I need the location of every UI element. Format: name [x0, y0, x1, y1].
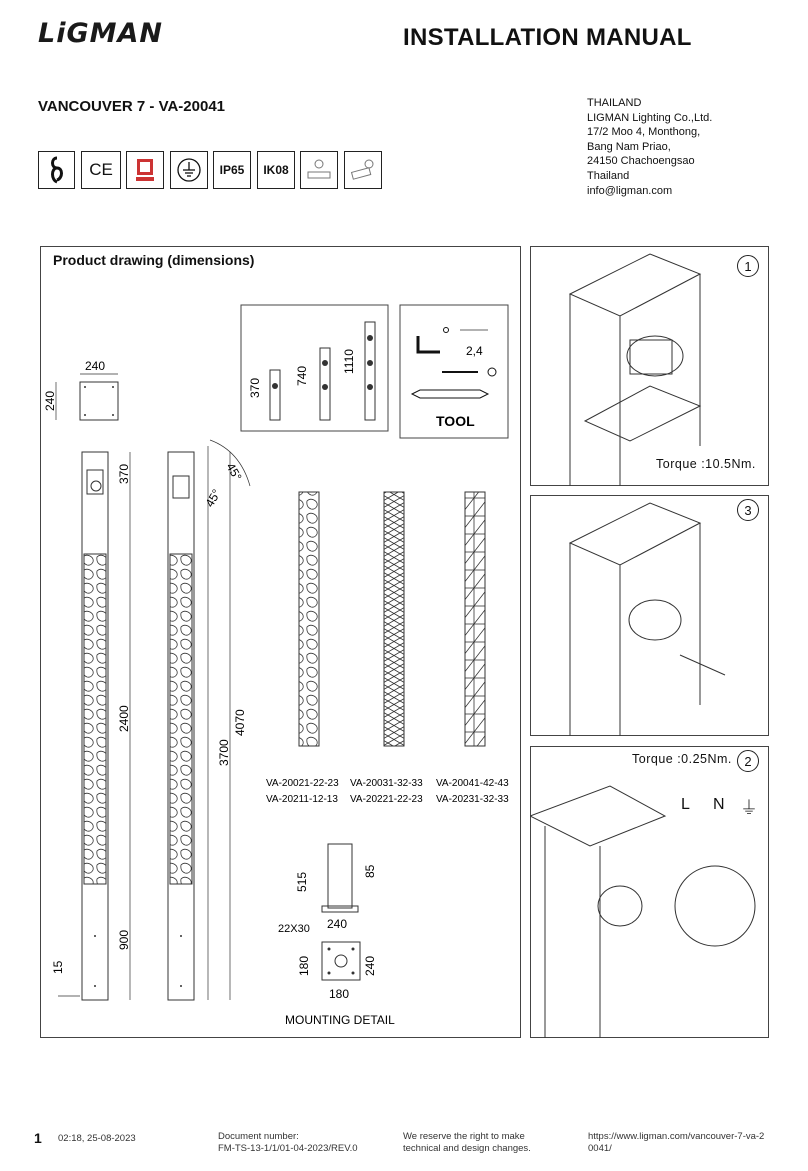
footer-doc-number: Document number: FM-TS-13-1/1/01-04-2023/REV.0	[218, 1131, 358, 1154]
dim-mount-base: 85	[363, 864, 377, 878]
footer-rights: We reserve the right to make technical and design changes.	[403, 1131, 531, 1154]
class-3-icon	[38, 151, 75, 189]
mounting-label: MOUNTING DETAIL	[285, 1013, 395, 1027]
address-line: 17/2 Moo 4, Monthong,	[587, 126, 701, 139]
product-name: VANCOUVER 7 - VA-20041	[38, 98, 226, 115]
model-code: VA-20221-22-23	[350, 794, 423, 805]
dim-head: 370	[117, 463, 131, 484]
page-title: INSTALLATION MANUAL	[403, 24, 692, 51]
step-1-illustration	[530, 246, 769, 486]
dim-plate-b: 240	[363, 955, 377, 976]
model-code: VA-20231-32-33	[436, 794, 509, 805]
company-address	[587, 96, 712, 198]
ip-rating: IP65	[213, 151, 251, 189]
brand-logo: LiGMAN	[38, 18, 163, 49]
earth-icon	[170, 151, 208, 189]
step-3-illustration	[530, 495, 769, 736]
ce-mark: CE	[81, 151, 121, 189]
dim-top-width: 240	[85, 359, 106, 373]
angle-b: 45°	[202, 486, 224, 510]
model-code: VA-20021-22-23	[266, 778, 339, 789]
wire-live: L	[681, 796, 690, 813]
model-code: VA-20031-32-33	[350, 778, 423, 789]
ip-badge-icon	[126, 151, 164, 189]
dim-top-height: 240	[43, 390, 57, 411]
drawing-title: Product drawing (dimensions)	[53, 252, 255, 268]
tool-label: TOOL	[436, 413, 475, 429]
driver-icon	[300, 151, 338, 189]
allen-key-size: 2,4	[466, 344, 483, 358]
step-2-illustration	[530, 746, 769, 1038]
wire-earth-icon: ⏚	[740, 798, 758, 818]
model-code: VA-20211-12-13	[266, 794, 338, 805]
torque-label: Torque :10.5Nm.	[656, 457, 756, 471]
dim-plate-a: 180	[297, 955, 311, 976]
dim-mount-h: 515	[295, 871, 309, 892]
dim-total-a: 3700	[217, 739, 231, 766]
dim-mini-b: 740	[295, 365, 309, 386]
step-number: 3	[737, 499, 759, 521]
address-line: 24150 Chachoengsao	[587, 155, 695, 168]
step-number: 1	[737, 255, 759, 277]
address-line: LIGMAN Lighting Co.,Ltd.	[587, 111, 713, 124]
ik-rating: IK08	[257, 151, 295, 189]
dim-total-b: 4070	[233, 709, 247, 736]
dim-mini-c: 1110	[342, 349, 356, 374]
torque-label: Torque :0.25Nm.	[632, 752, 732, 766]
angle-a: 45°	[223, 460, 245, 484]
address-email: info@ligman.com	[587, 184, 673, 197]
page-number: 1	[34, 1130, 42, 1146]
dim-mini-a: 370	[248, 377, 262, 398]
dim-body: 2400	[117, 705, 131, 732]
dim-mount-w: 240	[327, 917, 348, 931]
dim-plate-c: 180	[329, 987, 350, 1001]
address-line: THAILAND	[587, 97, 642, 109]
dim-foot: 15	[51, 960, 65, 974]
model-code: VA-20041-42-43	[436, 778, 509, 789]
wire-neutral: N	[713, 796, 725, 813]
footer-timestamp: 02:18, 25-08-2023	[58, 1133, 136, 1144]
dim-base: 900	[117, 929, 131, 950]
dimension-drawing	[40, 246, 521, 1038]
address-line: Thailand	[587, 169, 630, 182]
address-line: Bang Nam Priao,	[587, 140, 671, 153]
footer-url[interactable]: https://www.ligman.com/vancouver-7-va-2 0041/	[588, 1131, 765, 1154]
dim-hole: 22X30	[278, 923, 310, 935]
connector-icon	[344, 151, 382, 189]
step-number: 2	[737, 750, 759, 772]
